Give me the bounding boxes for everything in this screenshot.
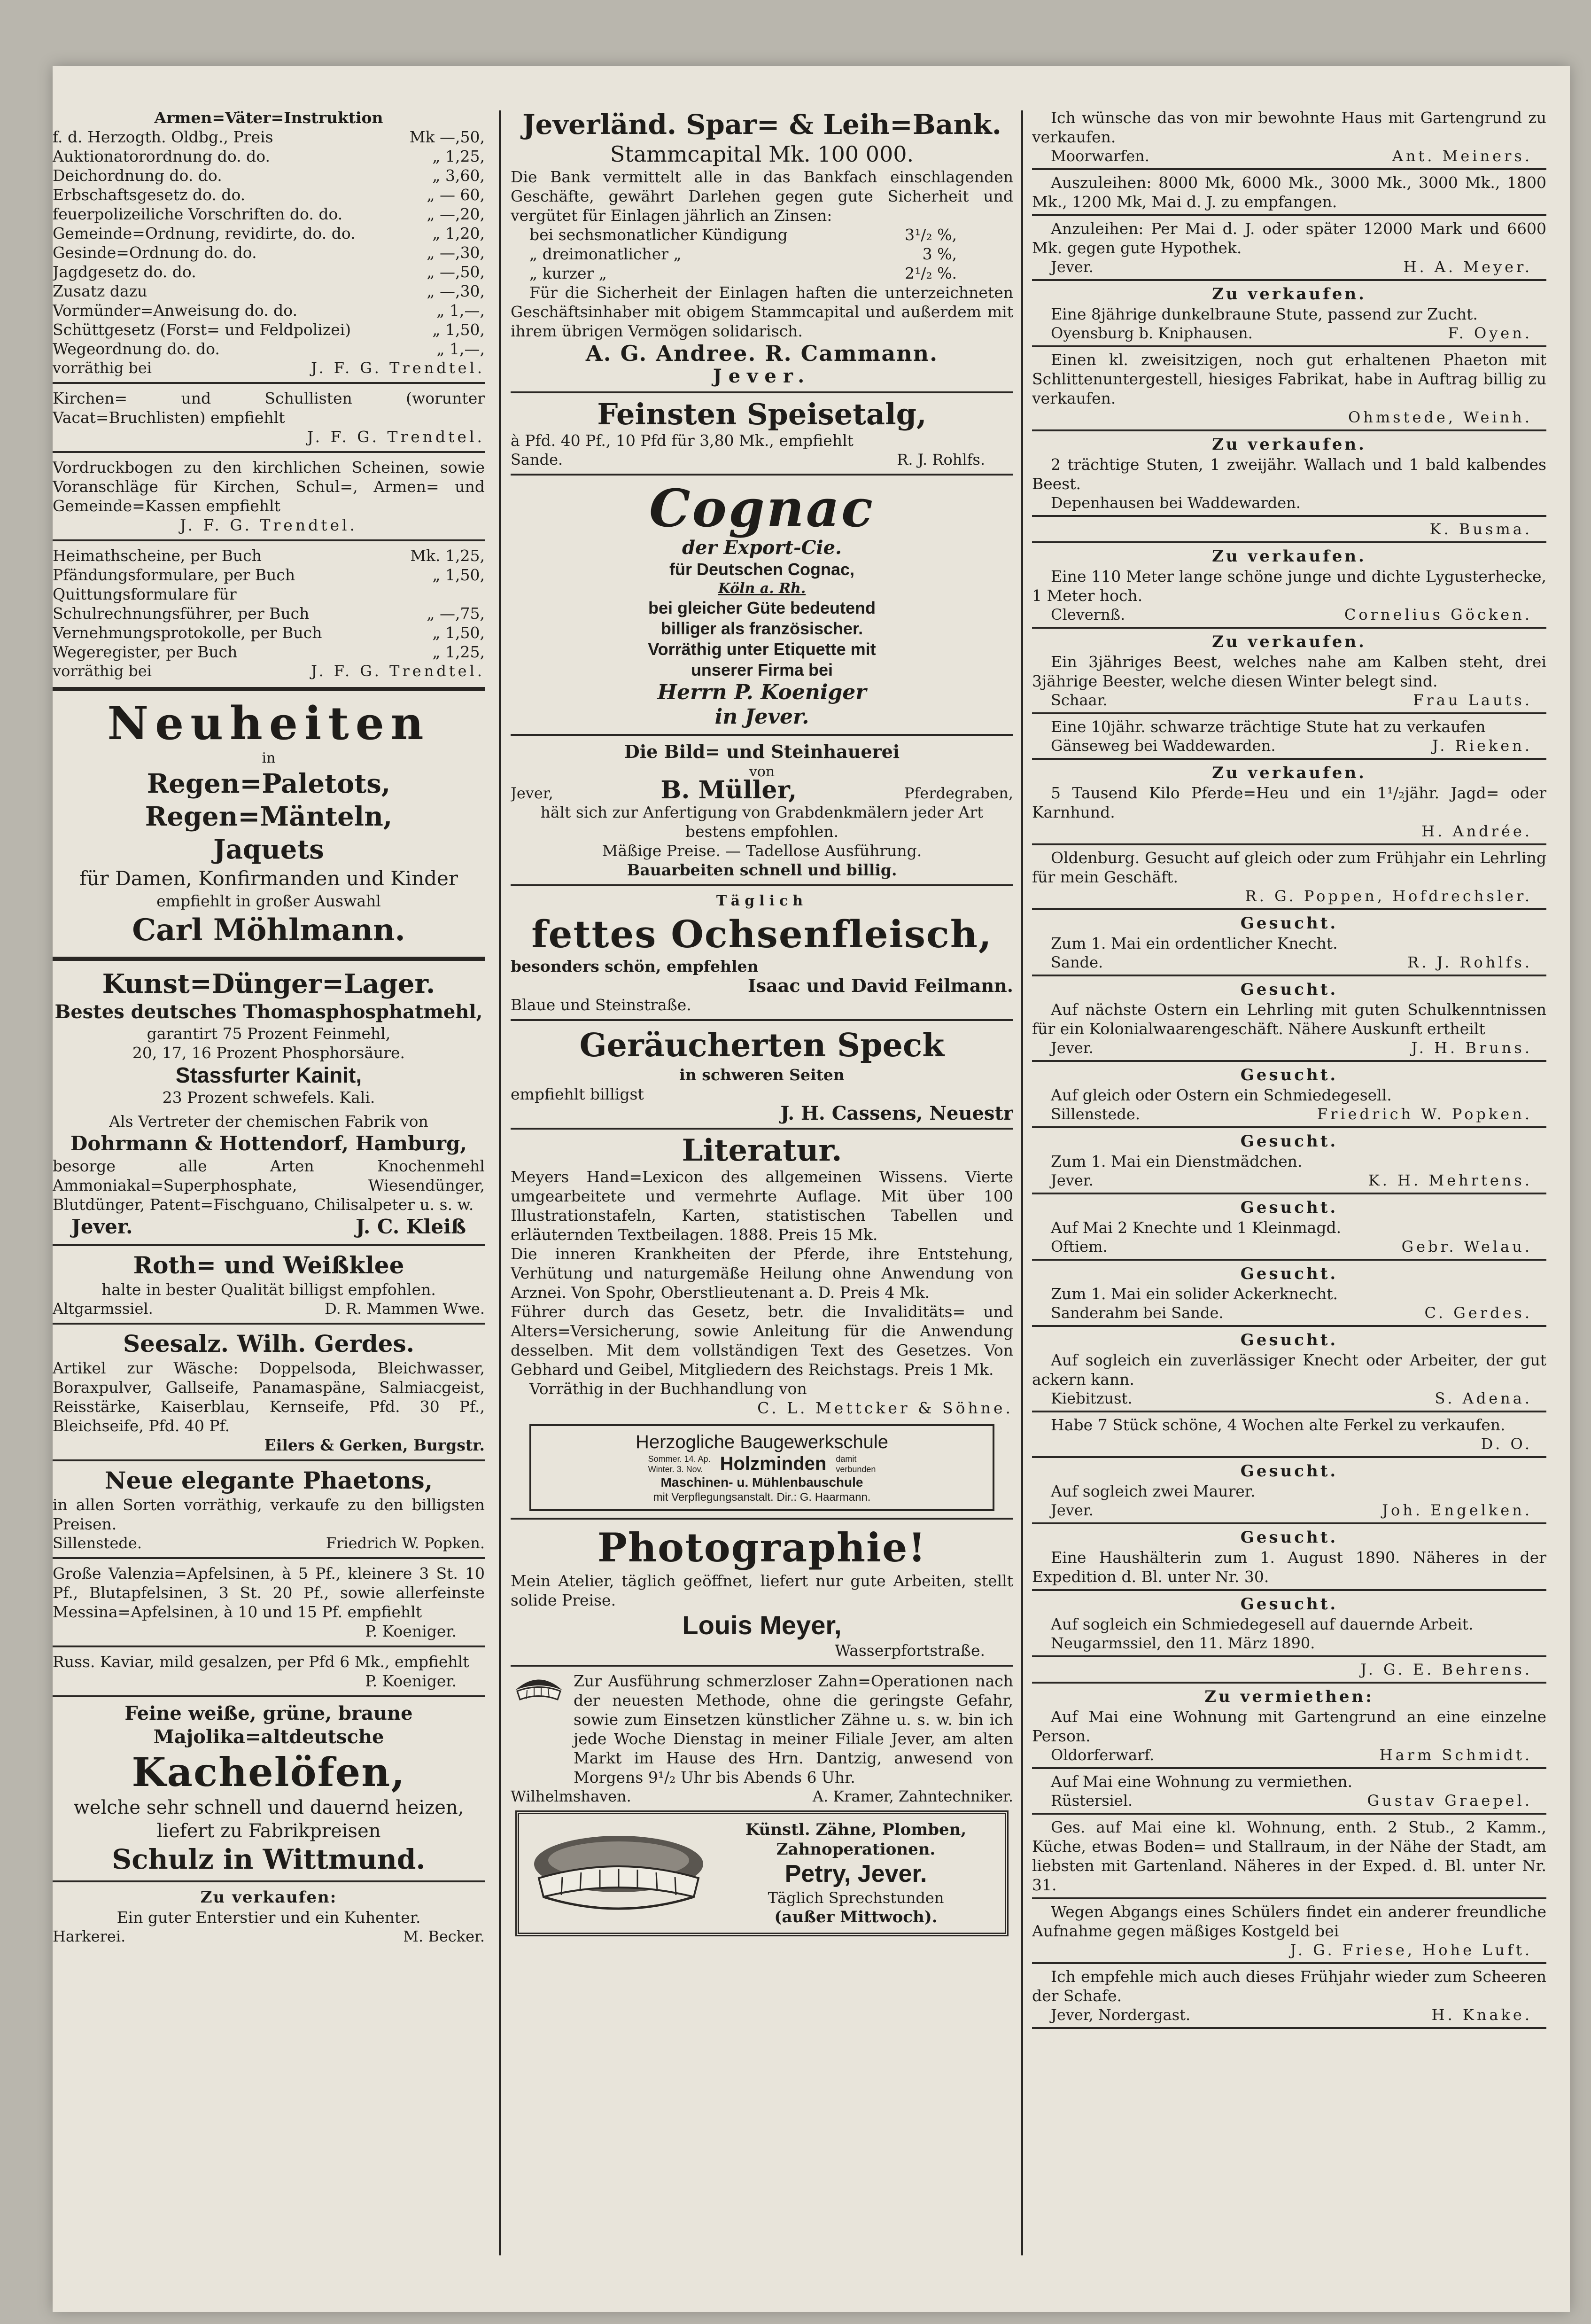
ad-speisetalg: Feinsten Speisetalg, à Pfd. 40 Pf., 10 Pfd für 3,80 Mk., empfiehlt Sande. R. J. Rohlfs. [511, 398, 1013, 469]
classified-text: Auf sogleich zwei Maurer. [1051, 1482, 1256, 1500]
divider [1032, 1411, 1546, 1412]
signature: H. Andrée. [1421, 822, 1532, 840]
classified-heading: Gesucht. [1240, 1595, 1338, 1614]
classified-arbeiter [1032, 1330, 1546, 1408]
classified-busma [1032, 520, 1546, 538]
ad-title: Feinsten Speisetalg, [597, 397, 927, 431]
classified-text: Eine 110 Meter lange schöne junge und dichte Lygusterhecke, 1 Meter hoch. [1032, 567, 1546, 605]
column-rule [499, 110, 501, 2255]
price-row: Wegeordnung do. do. „ 1,—, [53, 340, 485, 358]
classified-heading: Gesucht. [1240, 1331, 1338, 1349]
classified-text: 2 trächtige Stuten, 1 zweijähr. Wallach und 1 bald kalbendes Beest. [1032, 455, 1546, 493]
ad-formulare [53, 546, 485, 680]
classified-heading: Zu verkaufen. [1212, 632, 1366, 651]
ad-literatur: Literatur. Meyers Hand=Lexicon des allgemeinen Wissens. Vierte umgearbeitete und vermehrte Auflage. Mit über 100 Illustrationstafeln, Karten, statistischen Tabellen und erläuternden Textbeilagen. 1888. Preis 15 Mk. Die inneren Krankheiten der Pferde, ihre Entstehung, Verhütung und naturgemäße Heilung ohne Anwendung von Arznei. Von Spohr, Oberstlieutenant a. D. Preis 4 Mk. Führer durch das Gesetz, betr. die Invaliditäts= und Alters=Versicherung, sowie Anleitung für die Anwendung desselben. Mit dem vollständigen Text des Gesetzes. Von Gebhard und Geibel, Mitgliedern des Reichstags. Preis 1 Mk. Vorräthig in der Buchhandlung von C. L. Mettcker & Söhne. [511, 1133, 1013, 1417]
ad-apfelsinen: Große Valenzia=Apfelsinen, à 5 Pf., kleinere 3 St. 10 Pf., Blutapfelsinen, 3 St. 20 Pf., sowie allerfeinste Messina=Apfelsinen, à 10 und 15 Pf. empfiehlt P. Koeniger. [53, 1564, 485, 1640]
classified-wohnung3 [1032, 1817, 1546, 1895]
denture-icon [511, 1671, 567, 1709]
divider [53, 1323, 485, 1325]
signature: vorräthig bei J. F. G. Trendtel. [53, 662, 485, 680]
price-row: Vernehmungsprotokolle, per Buch „ 1,50, [53, 624, 485, 642]
divider [1032, 843, 1546, 845]
classified-heading: Zu vermiethen: [1204, 1687, 1374, 1706]
signature: Sillenstede. Friedrich W. Popken. [1051, 1105, 1532, 1123]
ad-speck: Geräucherten Speck in schweren Seiten empfiehlt billigst J. H. Cassens, Neuestr [511, 1027, 1013, 1124]
column-rule [1021, 110, 1023, 2255]
divider [53, 382, 485, 384]
signature: Jever. J. H. Bruns. [1051, 1039, 1532, 1057]
signature: Gänseweg bei Waddewarden. J. Rieken. [1051, 737, 1532, 755]
ad-cognac: Cognac der Export-Cie. für Deutschen Cognac, Köln a. Rh. bei gleicher Güte bedeutend billiger als französischer. Vorräthig unter Etiquette mit unserer Firma bei Herrn P. Koeniger in Jever. [511, 480, 1013, 729]
classified-schueler [1032, 1902, 1546, 1959]
divider [1032, 1767, 1546, 1769]
divider [1032, 345, 1546, 347]
ad-title: Herzogliche Baugewerkschule [635, 1432, 889, 1452]
ad-title: Photographie! [597, 1524, 927, 1571]
price-row: Gesinde=Ordnung do. do. „ —,30, [53, 243, 485, 262]
classified-knechte [1032, 1197, 1546, 1256]
classified-hecke [1032, 546, 1546, 624]
ad-title: Cognac [649, 478, 875, 538]
signature: Wilhelmshaven. A. Kramer, Zahntechniker. [511, 1787, 1013, 1805]
ad-bank: Jeverländ. Spar= & Leih=Bank. Stammcapital Mk. 100 000. Die Bank vermittelt alle in das Bankfach einschlagenden Geschäfte, gewährt Darlehen gegen gute Sicherheit und vergütet für Einlagen jährlich an Zinsen: bei sechsmonatlicher Kündigung 3¹/₂ %, „ dreimonatlicher „ 3 %, „ kurzer „ 2¹/₂ %. Für die Sicherheit der Einlagen haften die unterzeichneten Geschäftsinhaber mit obigem Stammcapital und außerdem mit ihrem übrigen Vermögen solidarisch. A. G. Andree. R. Cammann. Jever. [511, 109, 1013, 387]
ad-zu-verkaufen: Zu verkaufen: Ein guter Enterstier und ein Kuhenter. Harkerei. M. Becker. [53, 1888, 485, 1945]
classified-heading: Gesucht. [1240, 914, 1338, 933]
divider [53, 1646, 485, 1647]
classified-schmied [1032, 1065, 1546, 1123]
signature: R. G. Poppen, Hofdrechsler. [1245, 887, 1532, 905]
classified-text: Habe 7 Stück schöne, 4 Wochen alte Ferkel zu verkaufen. [1051, 1416, 1506, 1434]
classified-schmied2 [1032, 1594, 1546, 1653]
ad-baugewerkschule: Herzogliche Baugewerkschule Sommer. 14. Ap. Winter. 3. Nov. Holzminden damit verbunden Maschinen- u. Mühlenbauschule mit Verpflegungsanstalt. Dir.: G. Haarmann. [529, 1424, 994, 1511]
divider [53, 1695, 485, 1697]
ad-phaetons: Neue elegante Phaetons, in allen Sorten vorräthig, verkaufe zu den billigsten Preisen. Sillenstede. Friedrich W. Popken. [53, 1466, 485, 1552]
divider [1032, 1813, 1546, 1815]
price-row: Gemeinde=Ordnung, revidirte, do. do. „ 1,20, [53, 224, 485, 242]
ad-title: Roth= und Weißklee [133, 1251, 404, 1279]
divider [53, 1557, 485, 1559]
divider [1032, 1897, 1546, 1899]
divider [53, 451, 485, 453]
signature: J. G. Friese, Hohe Luft. [1290, 1941, 1532, 1959]
ad-title: Zu verkaufen: [200, 1888, 337, 1907]
ad-armen-instruktion [53, 108, 485, 377]
divider [1032, 1682, 1546, 1684]
ad-title: Jeverländ. Spar= & Leih=Bank. [522, 109, 1001, 140]
divider [1032, 515, 1546, 517]
classified-heu [1032, 763, 1546, 841]
signature: Harkerei. M. Becker. [53, 1927, 485, 1945]
signature: J. G. E. Behrens. [1360, 1661, 1532, 1678]
classified-maurer [1032, 1461, 1546, 1520]
signature: Sande. R. J. Rohlfs. [511, 451, 985, 468]
divider [1032, 168, 1546, 170]
classified-heading: Gesucht. [1240, 1198, 1338, 1217]
classified-lehrling2 [1032, 979, 1546, 1057]
classified-beest [1032, 632, 1546, 710]
price-row: Auktionatorordnung do. do. „ 1,25, [53, 147, 485, 165]
signature: D. O. [1481, 1435, 1532, 1453]
classified-text: 5 Tausend Kilo Pferde=Heu und ein 1¹/₂jähr. Jagd= oder Karnhund. [1032, 784, 1546, 821]
divider [1032, 1193, 1546, 1194]
divider [511, 1665, 1013, 1667]
classified-text: Zum 1. Mai ein Dienstmädchen. [1051, 1152, 1303, 1170]
signature: Oftiem. Gebr. Welau. [1051, 1238, 1532, 1256]
ad-photographie: Photographie! Mein Atelier, täglich geöffnet, liefert nur gute Arbeiten, stellt solide Preise. Louis Meyer, Wasserpfortstraße. [511, 1524, 1013, 1660]
classified-text: Ein 3jähriges Beest, welches nahe am Kalben steht, drei 3jährige Beester, welche diesen Winter belegt sind. [1032, 653, 1546, 690]
signature: Oyensburg b. Kniphausen. F. Oyen. [1051, 324, 1532, 342]
divider [1032, 1126, 1546, 1128]
divider [1032, 712, 1546, 714]
signature: Jever. H. A. Meyer. [1051, 258, 1532, 276]
column-middle [511, 108, 1013, 2274]
classified-text: Auf sogleich ein zuverlässiger Knecht oder Arbeiter, der gut ackern kann. [1032, 1351, 1546, 1388]
ad-klee: Roth= und Weißklee halte in bester Qualität billigst empfohlen. Altgarmssiel. D. R. Mammen Wwe. [53, 1251, 485, 1318]
divider [1032, 1259, 1546, 1261]
classified-heading: Gesucht. [1240, 1462, 1338, 1481]
classified-text: Eine 8jährige dunkelbraune Stute, passend zur Zucht. [1051, 305, 1478, 323]
divider [53, 687, 485, 691]
column-right [1032, 108, 1546, 2274]
classified-auszuleihen [1032, 173, 1546, 211]
classified-scheeren [1032, 1967, 1546, 2024]
classified-text: Zum 1. Mai ein solider Ackerknecht. [1051, 1285, 1338, 1303]
signature: Rüstersiel. Gustav Graepel. [1051, 1792, 1532, 1809]
ad-zahnoperationen: Zur Ausführung schmerzloser Zahn=Operationen nach der neuesten Methode, ohne die geringste Gefahr, sowie zum Einsetzen künstlicher Zähne u. s. w. bin ich jede Woche Dienstag in meiner Filiale Jever, am alten Markt im Hause des Hrn. Dantzig, anwesend von Morgens 9¹/₂ Uhr bis Abends 6 Uhr. Wilhelmshaven. A. Kramer, Zahntechniker. [511, 1672, 1013, 1805]
classified-heading: Zu verkaufen. [1212, 435, 1366, 454]
ad-petry: Künstl. Zähne, Plomben, Zahnoperationen. Petry, Jever. Täglich Sprechstunden (außer Mittwoch). [515, 1810, 1009, 1936]
divider [511, 884, 1013, 886]
divider [1032, 429, 1546, 431]
ad-kaviar: Russ. Kaviar, mild gesalzen, per Pfd 6 Mk., empfiehlt P. Koeniger. [53, 1653, 469, 1690]
signature: Moorwarfen. Ant. Meiners. [1051, 147, 1532, 165]
ad-seesalz: Seesalz. Wilh. Gerdes. Artikel zur Wäsche: Doppelsoda, Bleichwasser, Boraxpulver, Gallseife, Panamaspäne, Salmiacgeist, Reisstärke, Kaiserblau, Kernseife, Pfd. 30 Pf., Bleichseife, Pfd. 40 Pf. Eilers & Gerken, Burgstr. [53, 1330, 485, 1454]
ad-bildhauerei: Die Bild= und Steinhauerei von Jever, B. Müller, Pferdegraben, hält sich zur Anfertigung von Grabdenkmälern jeder Art bestens empfohlen. Mäßige Preise. — Tadellose Ausführung. Bauarbeiten schnell und billig. [511, 741, 1013, 879]
signature: Neugarmssiel, den 11. März 1890. [1051, 1634, 1315, 1652]
divider [1032, 758, 1546, 760]
ad-title: Seesalz. Wilh. Gerdes. [123, 1330, 415, 1357]
signature: Ohmstede, Weinh. [1348, 408, 1532, 426]
price-row: Deichordnung do. do. „ 3,60, [53, 166, 485, 185]
divider [53, 1459, 485, 1461]
classified-maedchen [1032, 1131, 1546, 1190]
signature: Jever. J. C. Kleiß [71, 1215, 466, 1238]
classified-stute2 [1032, 717, 1546, 755]
ad-neuheiten: Neuheiten in Regen=Paletots, Regen=Mänteln, Jaquets für Damen, Konfirmanden und Kinder empfiehlt in großer Auswahl Carl Möhlmann. [53, 698, 485, 950]
classified-haus [1032, 108, 1546, 165]
price-row: Quittungsformulare für Schulrechnungsführer, per Buch „ —,75, [53, 585, 485, 623]
classified-wohnung1 [1032, 1686, 1546, 1764]
classified-knecht1 [1032, 913, 1546, 972]
price-row: Wegeregister, per Buch „ 1,25, [53, 643, 485, 661]
classified-text: Auf Mai 2 Knechte und 1 Kleinmagd. [1051, 1218, 1342, 1237]
price-row: Vormünder=Anweisung do. do. „ 1,—, [53, 301, 485, 320]
denture-icon [525, 1826, 713, 1920]
classified-heading: Gesucht. [1240, 1066, 1338, 1084]
divider [1032, 1589, 1546, 1591]
divider [1032, 1456, 1546, 1458]
signature: Schaar. Frau Lauts. [1051, 691, 1532, 709]
divider [1032, 541, 1546, 543]
divider [1032, 279, 1546, 281]
classified-ferkel [1032, 1415, 1546, 1453]
classified-heading: Zu verkaufen. [1212, 285, 1366, 304]
classified-heading: Gesucht. [1240, 1264, 1338, 1283]
classified-text: Oldenburg. Gesucht auf gleich oder zum Frühjahr ein Lehrling für mein Geschäft. [1032, 849, 1546, 886]
classified-text: Auszuleihen: 8000 Mk, 6000 Mk., 3000 Mk., 3000 Mk., 1800 Mk., 1200 Mk, Mai d. J. zu empfangen. [1032, 173, 1546, 211]
divider [1032, 1962, 1546, 1964]
classified-text: Eine 10jähr. schwarze trächtige Stute hat zu verkaufen [1051, 717, 1486, 736]
divider [511, 734, 1013, 736]
divider [1032, 2027, 1546, 2029]
classified-behrens [1032, 1660, 1546, 1679]
ad-title: Kunst=Dünger=Lager. [102, 968, 435, 999]
signature: Jever, Nordergast. H. Knake. [1051, 2006, 1532, 2024]
divider [1032, 1060, 1546, 1062]
price-row: Jagdgesetz do. do. „ —,50, [53, 263, 485, 281]
signature: Sanderahm bei Sande. C. Gerdes. [1051, 1304, 1532, 1322]
divider [511, 1518, 1013, 1520]
signature: K. Busma. [1429, 520, 1532, 538]
classified-text: Auf gleich oder Ostern ein Schmiedegesell. [1051, 1086, 1392, 1104]
divider [511, 391, 1013, 393]
price-row: feuerpolizeiliche Vorschriften do. do. „ —,20, [53, 205, 485, 223]
ad-kunstduenger: Kunst=Dünger=Lager. Bestes deutsches Thomasphosphatmehl, garantirt 75 Prozent Feinmehl, 20, 17, 16 Prozent Phosphorsäure. Stassfurter Kainit, 23 Prozent schwefels. Kali. Als Vertreter der chemischen Fabrik von Dohrmann & Hottendorf, Hamburg, besorge alle Arten Knochenmehl Ammoniakal=Superphosphate, Wiesendünger, Blutdünger, Patent=Fischguano, Chilisalpeter u. s. w. Jever. J. C. Kleiß [53, 967, 485, 1240]
signature: Kiebitzust. S. Adena. [1051, 1389, 1532, 1407]
rate-row: bei sechsmonatlicher Kündigung 3¹/₂ %, [529, 226, 957, 244]
price-row: Zusatz dazu „ —,30, [53, 282, 485, 300]
classified-heading: Gesucht. [1240, 1132, 1338, 1151]
ad-ochsenfleisch: Täglich fettes Ochsenfleisch, besonders schön, empfehlen Isaac und David Feilmann. Blaue und Steinstraße. [511, 893, 1013, 1014]
classified-text: Ges. auf Mai eine kl. Wohnung, enth. 2 Stub., 2 Kamm., Küche, etwas Boden= und Stallraum, in der Nähe der Stadt, am liebsten mit Gartenland. Näheres in der Exped. d. Bl. unter Nr. 31. [1032, 1818, 1546, 1894]
ad-title: Neuheiten [107, 697, 430, 750]
classified-text: Einen kl. zweisitzigen, noch gut erhaltenen Phaeton mit Schlittenuntergestell, hiesiges Fabrikat, habe in Auftrag billig zu verkaufen. [1032, 351, 1546, 407]
classified-heading: Gesucht. [1240, 1528, 1338, 1547]
divider [511, 1019, 1013, 1021]
classified-stute [1032, 284, 1546, 343]
divider [511, 474, 1013, 476]
ad-kirchenlisten: Kirchen= und Schullisten (worunter Vacat=Bruchlisten) empfiehlt J. F. G. Trendtel. [53, 389, 485, 446]
classified-phaeton [1032, 350, 1546, 427]
classified-text: Auf sogleich ein Schmiedegesell auf dauernde Arbeit. [1051, 1615, 1474, 1633]
divider [1032, 627, 1546, 629]
signature: vorräthig bei J. F. G. Trendtel. [53, 359, 485, 377]
divider [53, 539, 485, 541]
price-row: Erbschaftsgesetz do. do. „ — 60, [53, 186, 485, 204]
ad-title: fettes Ochsenfleisch, [531, 912, 993, 956]
divider [1032, 1655, 1546, 1657]
signature: Clevernß. Cornelius Göcken. [1051, 606, 1532, 624]
signature: Oldorferwarf. Harm Schmidt. [1051, 1746, 1532, 1764]
classified-text: Auf Mai eine Wohnung mit Gartengrund an eine einzelne Person. [1032, 1708, 1546, 1745]
classified-heading: Gesucht. [1240, 980, 1338, 999]
classified-ads [1032, 108, 1546, 2029]
classified-text: Ich empfehle mich auch dieses Frühjahr wieder zum Scheeren der Schafe. [1032, 1967, 1546, 2005]
classified-heading: Zu verkaufen. [1212, 547, 1366, 566]
classified-anzuleihen [1032, 219, 1546, 276]
classified-heading: Zu verkaufen. [1212, 764, 1366, 782]
classified-lehrling1 [1032, 848, 1546, 905]
divider [1032, 908, 1546, 910]
divider [1032, 1522, 1546, 1524]
rate-row: „ kurzer „ 2¹/₂ %. [529, 264, 957, 282]
signature: Jever, B. Müller, Pferdegraben, [511, 776, 1013, 804]
classified-wohnung2 [1032, 1772, 1546, 1810]
ad-vordruckbogen: Vordruckbogen zu den kirchlichen Scheinen, sowie Voranschläge für Kirchen, Schul=, Armen= und Gemeinde=Kassen empfiehlt J. F. G. Trendtel. [53, 458, 485, 534]
classified-haushaelterin [1032, 1527, 1546, 1586]
classified-text: Ich wünsche das von mir bewohnte Haus mit Gartengrund zu verkaufen. [1032, 109, 1546, 146]
classified-text: Anzuleihen: Per Mai d. J. oder später 12000 Mark und 6600 Mk. gegen gute Hypothek. [1032, 219, 1546, 257]
ad-title: Kachelöfen, [132, 1749, 406, 1795]
ad-title: Armen=Väter=Instruktion [154, 109, 383, 127]
divider [1032, 214, 1546, 216]
price-row: f. d. Herzogth. Oldbg., Preis Mk —,50, [53, 128, 485, 146]
price-row: Pfändungsformulare, per Buch „ 1,50, [53, 566, 485, 584]
classified-ackerknecht [1032, 1263, 1546, 1322]
signature: Altgarmssiel. D. R. Mammen Wwe. [53, 1300, 485, 1318]
classified-text: Zum 1. Mai ein ordentlicher Knecht. [1051, 934, 1338, 952]
classified-text: Wegen Abgangs eines Schülers findet ein anderer freundliche Aufnahme gegen mäßiges Kostgeld bei [1032, 1903, 1546, 1940]
classified-text: Eine Haushälterin zum 1. August 1890. Näheres in der Expedition d. Bl. unter Nr. 30. [1032, 1548, 1546, 1586]
price-row: Heimathscheine, per Buch Mk. 1,25, [53, 546, 485, 565]
signature: Depenhausen bei Waddewarden. [1051, 494, 1301, 512]
classified-text: Auf nächste Ostern ein Lehrling mit guten Schulkenntnissen für ein Kolonialwaarengeschäft. Nähere Auskunft ertheilt [1032, 1000, 1546, 1038]
divider [53, 957, 485, 961]
ad-title: Neue elegante Phaetons, [104, 1466, 433, 1494]
newspaper-page [53, 66, 1570, 2312]
signature: Jever. Joh. Engelken. [1051, 1501, 1532, 1519]
column-left [53, 108, 485, 2274]
price-list [53, 127, 485, 359]
divider [53, 1244, 485, 1246]
signature: Jever. K. H. Mehrtens. [1051, 1171, 1532, 1189]
classified-stuten [1032, 434, 1546, 512]
price-row: Schüttgesetz (Forst= und Feldpolizei) „ 1,50, [53, 320, 485, 339]
divider [53, 1880, 485, 1882]
ad-title: Geräucherten Speck [579, 1027, 945, 1064]
ad-title: Literatur. [682, 1133, 842, 1168]
divider [1032, 975, 1546, 976]
ad-title: Die Bild= und Steinhauerei [624, 741, 900, 762]
signature: Sande. R. J. Rohlfs. [1051, 953, 1532, 971]
classified-text: Auf Mai eine Wohnung zu vermiethen. [1051, 1772, 1353, 1791]
divider [511, 1128, 1013, 1130]
ad-kacheloefen: Feine weiße, grüne, braune Majolika=altdeutsche Kachelöfen, welche sehr schnell und dauernd heizen, liefert zu Fabrikpreisen Schulz in Wittmund. [53, 1702, 485, 1876]
signature: Sillenstede. Friedrich W. Popken. [53, 1534, 485, 1552]
rate-row: „ dreimonatlicher „ 3 %, [529, 245, 957, 263]
divider [1032, 1325, 1546, 1327]
